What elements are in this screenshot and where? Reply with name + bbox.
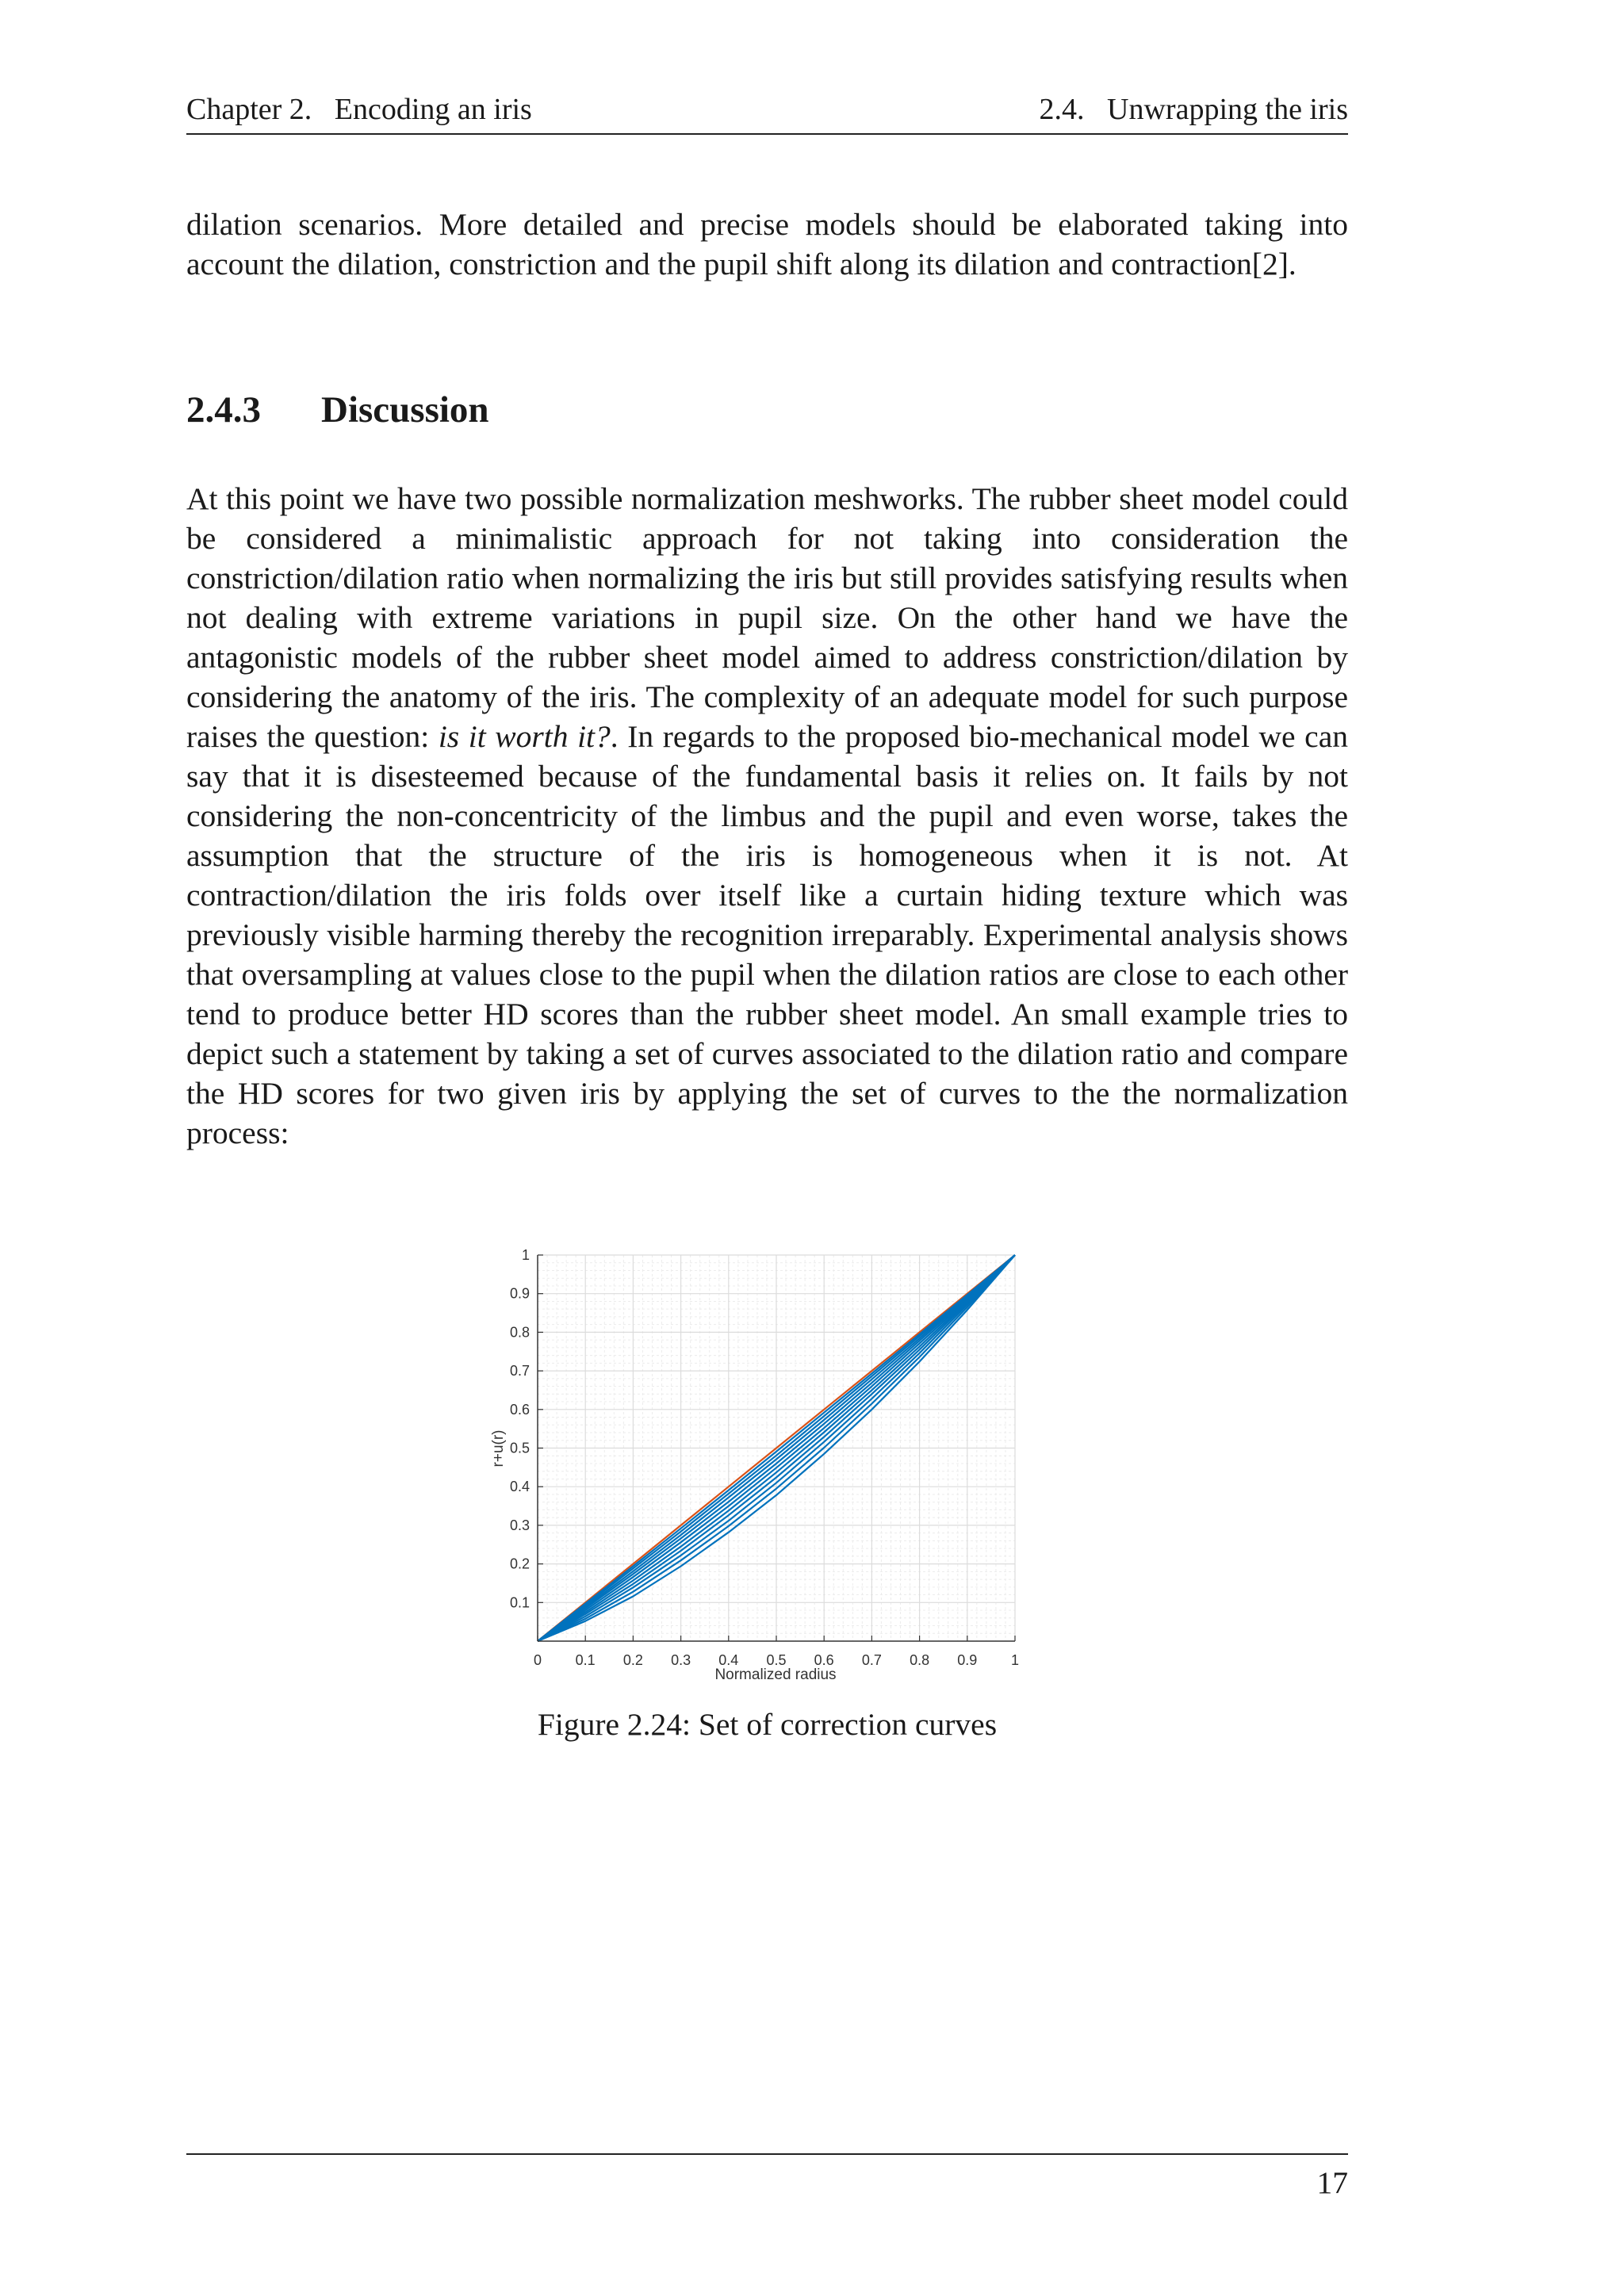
x-tick-label: 1	[1010, 1652, 1020, 1668]
x-tick-label: 0.3	[671, 1652, 691, 1668]
x-tick-label: 0.6	[814, 1652, 834, 1668]
section-heading	[186, 388, 489, 431]
correction-curves-chart	[484, 1245, 1039, 1689]
page-number: 17	[1316, 2165, 1348, 2200]
y-tick-label: 0.8	[509, 1324, 530, 1341]
x-tick-label: 0.7	[861, 1652, 882, 1668]
section-number: 2.4.3	[186, 389, 261, 430]
x-tick-label: 0.5	[766, 1652, 787, 1668]
section-title: Discussion	[321, 389, 489, 430]
x-axis-label: Normalized radius	[714, 1667, 837, 1683]
y-tick-label: 0.7	[509, 1363, 530, 1380]
header-chapter: Chapter 2. Encoding an iris	[186, 93, 532, 126]
x-tick-label: 0.8	[910, 1652, 930, 1668]
running-header	[186, 89, 1348, 135]
header-section: 2.4. Unwrapping the iris	[1039, 93, 1348, 126]
figure-correction-curves	[484, 1245, 1039, 1689]
paragraph-text-2: . In regards to the proposed bio-mechanical model we can say that it is disesteemed because of the fundamental basis it relies on. It fails by not considering the non-concentricity of the limbus and the pupil and even worse, takes the assumption that the structure of the iris is homogeneous when it is not. At contraction/dilation the iris folds over itself like a curtain hiding texture which was previously visible harming thereby the recognition irreparably. Experimental analysis shows that oversampling at values close to the pupil when the dilation ratios are close to each other tend to produce better HD scores than the rubber sheet model. An small example tries to depict such a statement by taking a set of curves associated to the dilation ratio and compare the HD scores for two given iris by applying the set of curves to the the normalization process:	[186, 719, 1348, 1150]
y-tick-label: 0.9	[509, 1285, 530, 1302]
paragraph-italic-question: is it worth it?	[438, 719, 611, 754]
paragraph-continued: dilation scenarios. More detailed and precise models should be elaborated taking into account the dilation, constriction and the pupil shift along its dilation and contraction[2].	[186, 207, 1348, 281]
x-tick-label: 0	[533, 1652, 542, 1668]
y-tick-label: 0.1	[509, 1594, 530, 1611]
y-tick-label: 0.3	[509, 1517, 530, 1533]
x-tick-label: 0.1	[575, 1652, 596, 1668]
y-tick-label: 0.4	[509, 1479, 530, 1495]
footer-rule	[186, 2153, 1348, 2155]
x-tick-label: 0.9	[957, 1652, 978, 1668]
y-tick-label: 1	[521, 1247, 530, 1263]
y-tick-label: 0.5	[509, 1440, 530, 1456]
x-tick-label: 0.2	[622, 1652, 643, 1668]
x-tick-label: 0.4	[718, 1652, 739, 1668]
y-tick-label: 0.2	[509, 1556, 530, 1572]
figure-caption: Figure 2.24: Set of correction curves	[537, 1707, 998, 1742]
y-axis-label: r+u(r)	[490, 1429, 507, 1468]
y-tick-label: 0.6	[509, 1401, 530, 1418]
discussion-paragraph	[186, 479, 1348, 1153]
paragraph-text-1: At this point we have two possible normalization meshworks. The rubber sheet model could be considered a minimalistic approach for not taking into consideration the constriction/dilation ratio when normalizing the iris but still provides satisfying results when not dealing with extreme variations in pupil size. On the other hand we have the antagonistic models of the rubber sheet model aimed to address constriction/dilation by considering the anatomy of the iris. The complexity of an adequate model for such purpose raises the question:	[186, 481, 1348, 754]
